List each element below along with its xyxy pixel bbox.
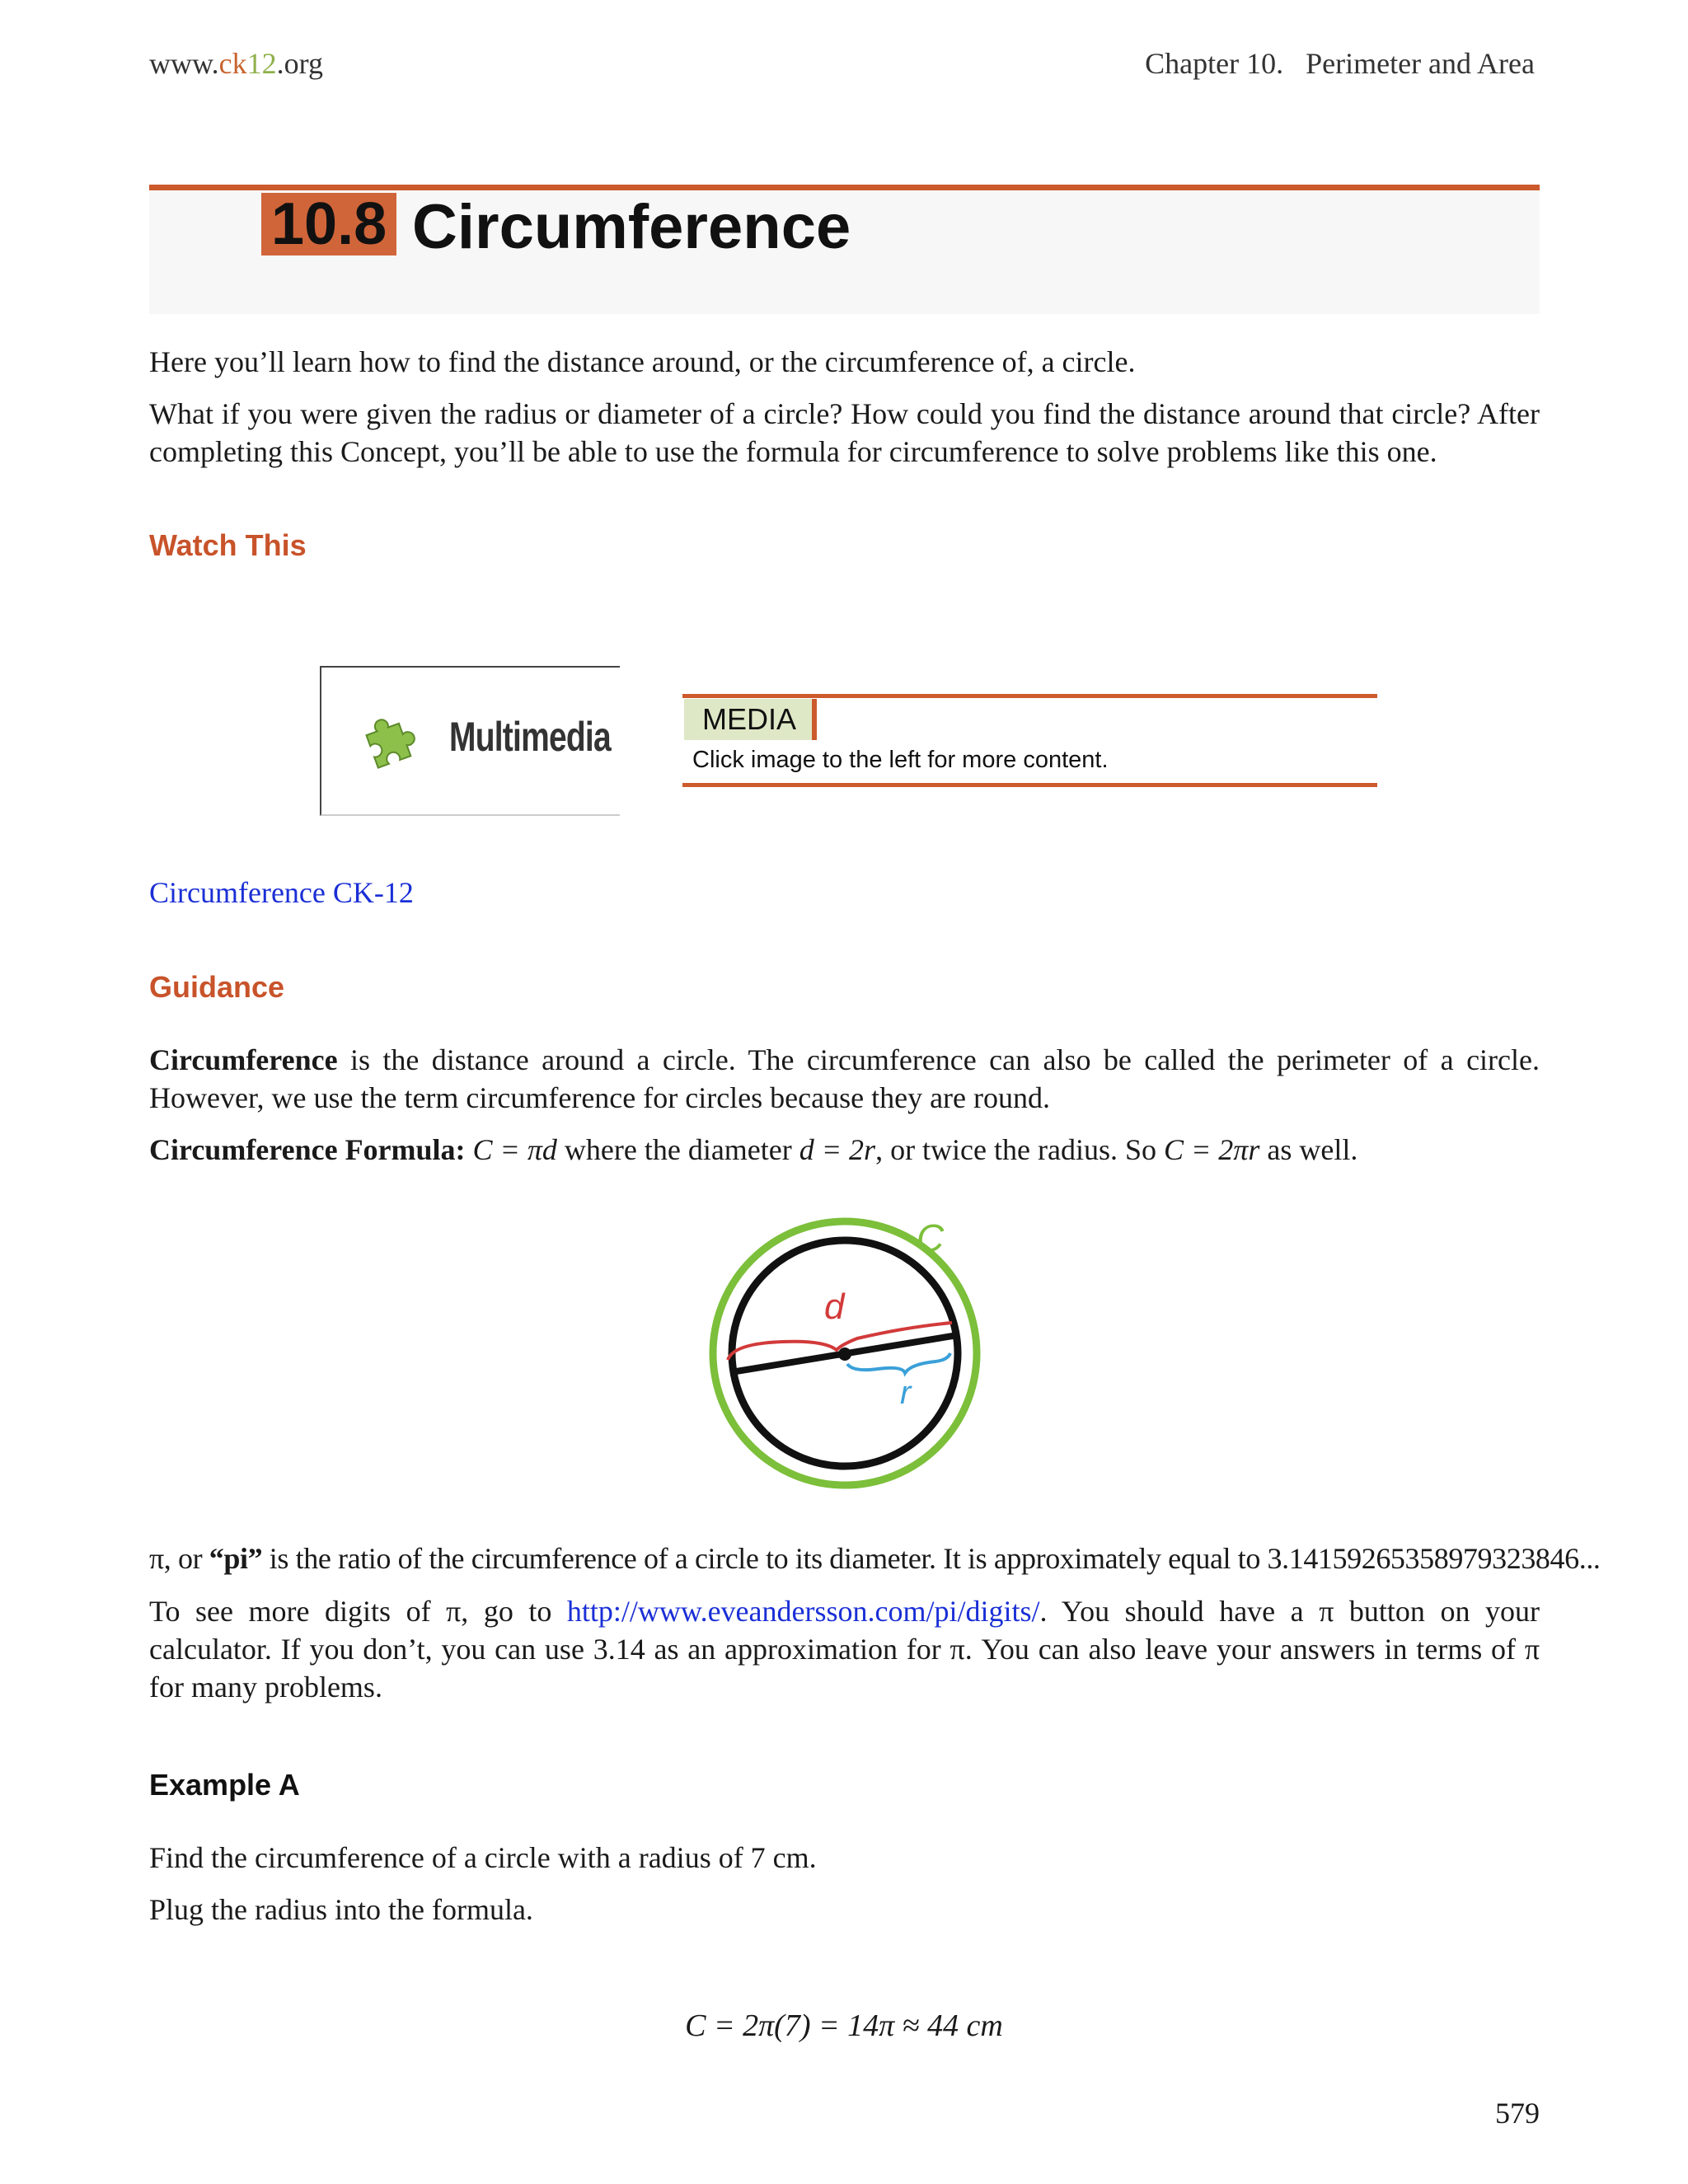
site-url[interactable] (149, 46, 323, 81)
formula-c-2-pi-r: C = 2πr (1164, 1133, 1260, 1166)
example-a-heading: Example A (149, 1768, 300, 1802)
equation-text: C = 2π(7) = 14π ≈ 44 cm (685, 2008, 1003, 2043)
pi-definition (149, 1540, 1682, 1577)
url-prefix: www. (149, 47, 219, 80)
section-title: Circumference (412, 192, 851, 262)
pi-text-start: π, or (149, 1542, 209, 1575)
formula-c-pi-d: C = πd (472, 1133, 557, 1166)
guidance-p1-text: is the distance around a circle. The circumference can also be called the perimeter of a circle. However, we use the term circumference for circles because they are round. (149, 1043, 1540, 1114)
media-box-bottom-rule (682, 783, 1377, 787)
digits-text-rest: . You should have a π button on your calculator. If you don’t, you can use 3.14 as an approximation for π. You can also leave your answers in terms of π for many problems. (149, 1595, 1540, 1704)
pi-digits-paragraph (149, 1592, 1540, 1706)
example-a-question: Find the circumference of a circle with a radius of 7 cm. (149, 1841, 817, 1874)
intro-paragraph-1: Here you’ll learn how to find the distance around, or the circumference of, a circle. (149, 345, 1136, 378)
media-tag-label: MEDIA (702, 702, 797, 736)
guidance-heading: Guidance (149, 970, 285, 1004)
formula-d-2r: d = 2r (799, 1133, 876, 1166)
term-pi: “pi” (209, 1542, 263, 1575)
term-circumference: Circumference (149, 1043, 338, 1076)
url-12: 12 (246, 47, 277, 80)
circumference-formula-line (149, 1131, 1550, 1169)
media-box-top-rule (682, 694, 1377, 698)
section-number: 10.8 (261, 193, 396, 255)
label-c: C (917, 1216, 945, 1259)
example-a-step: Plug the radius into the formula. (149, 1893, 533, 1926)
formula-label: Circumference Formula: (149, 1133, 466, 1166)
puzzle-icon (361, 709, 422, 770)
digits-text-start: To see more digits of π, go to (149, 1595, 567, 1628)
center-point (838, 1347, 851, 1361)
url-ck: ck (218, 47, 247, 80)
running-head: Chapter 10. Perimeter and Area (1145, 47, 1535, 80)
circle-diagram (701, 1203, 997, 1493)
multimedia-thumbnail[interactable] (320, 666, 620, 816)
formula-text-2: , or twice the radius. So (875, 1133, 1164, 1166)
label-r: r (900, 1375, 912, 1411)
pi-digits-link[interactable]: http://www.eveandersson.com/pi/digits/ (566, 1595, 1040, 1628)
formula-text-3: as well. (1259, 1133, 1358, 1166)
pi-text-rest: is the ratio of the circumference of a circle to its diameter. It is approximately equal to 3.14159265358979323846... (262, 1542, 1601, 1575)
label-d: d (824, 1286, 845, 1327)
intro-paragraph-2: What if you were given the radius or diameter of a circle? How could you find the distance around that circle? After completing this Concept, you’ll be able to use the formula for circumference to solve problems like this one. (149, 397, 1540, 468)
circumference-video-link[interactable]: Circumference CK-12 (149, 876, 414, 909)
formula-text-1: where the diameter (556, 1133, 799, 1166)
watch-this-heading: Watch This (149, 528, 307, 562)
radius-brace (847, 1353, 950, 1373)
media-caption: Click image to the left for more content. (692, 747, 1109, 773)
multimedia-label: Multimedia (449, 714, 611, 760)
url-suffix: .org (276, 47, 323, 80)
page-number: 579 (1495, 2097, 1540, 2130)
guidance-paragraph-1 (149, 1041, 1540, 1117)
example-a-equation (0, 2008, 1688, 2044)
